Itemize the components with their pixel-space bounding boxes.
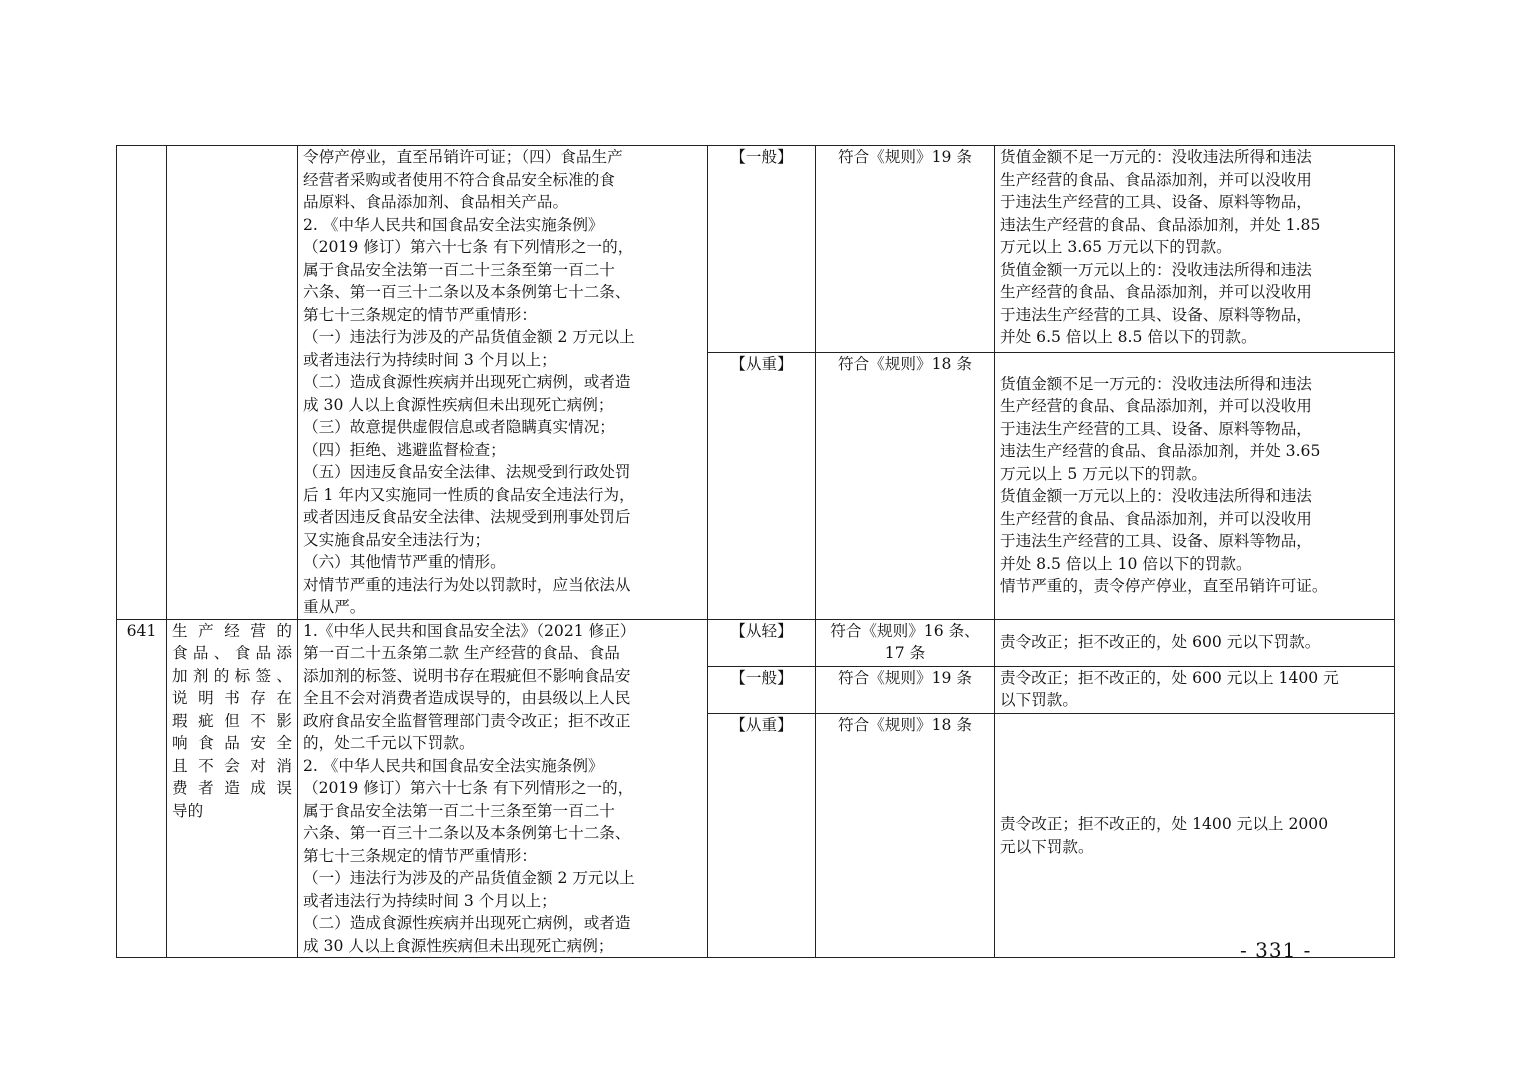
applicable-condition-cell: 符合《规则》18 条 [816, 714, 995, 958]
discretion-level-cell: 【从轻】 [708, 619, 816, 666]
item-number-cell: 641 [117, 619, 167, 958]
penalty-standard-cell: 货值金额不足一万元的：没收违法所得和违法 生产经营的食品、食品添加剂，并可以没收用 于违法生产经营的工具、设备、原料等物品， 违法生产经营的食品、食品添加剂，并处 3.65 万元以上 5 万元以下的罚款。 货值金额一万元以上的：没收违法所得和违法 生产经营的食品、食品添加剂，并可以没收用 于违法生产经营的工具、设备、原料等物品， 并处 8.5 倍以上 10 倍以下的罚款。 情节严重的，责令停产停业，直至吊销许可证。 [995, 352, 1395, 619]
applicable-condition-cell: 符合《规则》16 条、 17 条 [816, 619, 995, 666]
penalty-standard-cell: 责令改正；拒不改正的，处 600 元以下罚款。 [995, 619, 1395, 666]
penalty-standard-cell: 责令改正；拒不改正的，处 1400 元以上 2000 元以下罚款。 [995, 714, 1395, 958]
discretion-level-cell: 【一般】 [708, 666, 816, 713]
applicable-condition-cell: 符合《规则》19 条 [816, 146, 995, 353]
penalty-standard-cell: 货值金额不足一万元的：没收违法所得和违法 生产经营的食品、食品添加剂，并可以没收用 于违法生产经营的工具、设备、原料等物品， 违法生产经营的食品、食品添加剂，并处 1.85 万元以上 3.65 万元以下的罚款。 货值金额一万元以上的：没收违法所得和违法 生产经营的食品、食品添加剂，并可以没收用 于违法生产经营的工具、设备、原料等物品， 并处 6.5 倍以上 8.5 倍以下的罚款。 [995, 146, 1395, 353]
legal-basis-cell: 令停产停业，直至吊销许可证；（四）食品生产 经营者采购或者使用不符合食品安全标准的食 品原料、食品添加剂、食品相关产品。 2. 《中华人民共和国食品安全法实施条例》 （2019 修订）第六十七条 有下列情形之一的， 属于食品安全法第一百二十三条至第一百二十 六条、第一百三十二条以及本条例第七十二条、 第七十三条规定的情节严重情形： （一）违法行为涉及的产品货值金额 2 万元以上 或者违法行为持续时间 3 个月以上； （二）造成食源性疾病并出现死亡病例，或者造 成 30 人以上食源性疾病但未出现死亡病例； （三）故意提供虚假信息或者隐瞒真实情况； （四）拒绝、逃避监督检查； （五）因违反食品安全法律、法规受到行政处罚 后 1 年内又实施同一性质的食品安全违法行为， 或者因违反食品安全法律、法规受到刑事处罚后 又实施食品安全违法行为； （六）其他情节严重的情形。 对情节严重的违法行为处以罚款时，应当依法从 重从严。 [298, 146, 708, 620]
penalty-standards-table [116, 145, 1395, 958]
discretion-level-cell: 【从重】 [708, 352, 816, 619]
table-row [117, 619, 1395, 666]
page-number: - 331 - [1240, 938, 1312, 962]
penalty-standard-cell: 责令改正；拒不改正的，处 600 元以上 1400 元 以下罚款。 [995, 666, 1395, 713]
discretion-level-cell: 【从重】 [708, 714, 816, 958]
item-name-cell [167, 146, 298, 620]
item-name-cell: 生产经营的 食品、食品添 加剂的标签、 说明书存在 瑕疵但不影 响食品安全 且不会对消 费者造成误 导的 [167, 619, 298, 958]
applicable-condition-cell: 符合《规则》19 条 [816, 666, 995, 713]
applicable-condition-cell: 符合《规则》18 条 [816, 352, 995, 619]
legal-basis-cell: 1.《中华人民共和国食品安全法》（2021 修正） 第一百二十五条第二款 生产经营的食品、食品 添加剂的标签、说明书存在瑕疵但不影响食品安 全且不会对消费者造成误导的，由县级以上人民 政府食品安全监督管理部门责令改正；拒不改正 的，处二千元以下罚款。 2. 《中华人民共和国食品安全法实施条例》 （2019 修订）第六十七条 有下列情形之一的， 属于食品安全法第一百二十三条至第一百二十 六条、第一百三十二条以及本条例第七十二条、 第七十三条规定的情节严重情形： （一）违法行为涉及的产品货值金额 2 万元以上 或者违法行为持续时间 3 个月以上； （二）造成食源性疾病并出现死亡病例，或者造 成 30 人以上食源性疾病但未出现死亡病例； [298, 619, 708, 958]
discretion-level-cell: 【一般】 [708, 146, 816, 353]
table-row [117, 146, 1395, 353]
item-number-cell [117, 146, 167, 620]
